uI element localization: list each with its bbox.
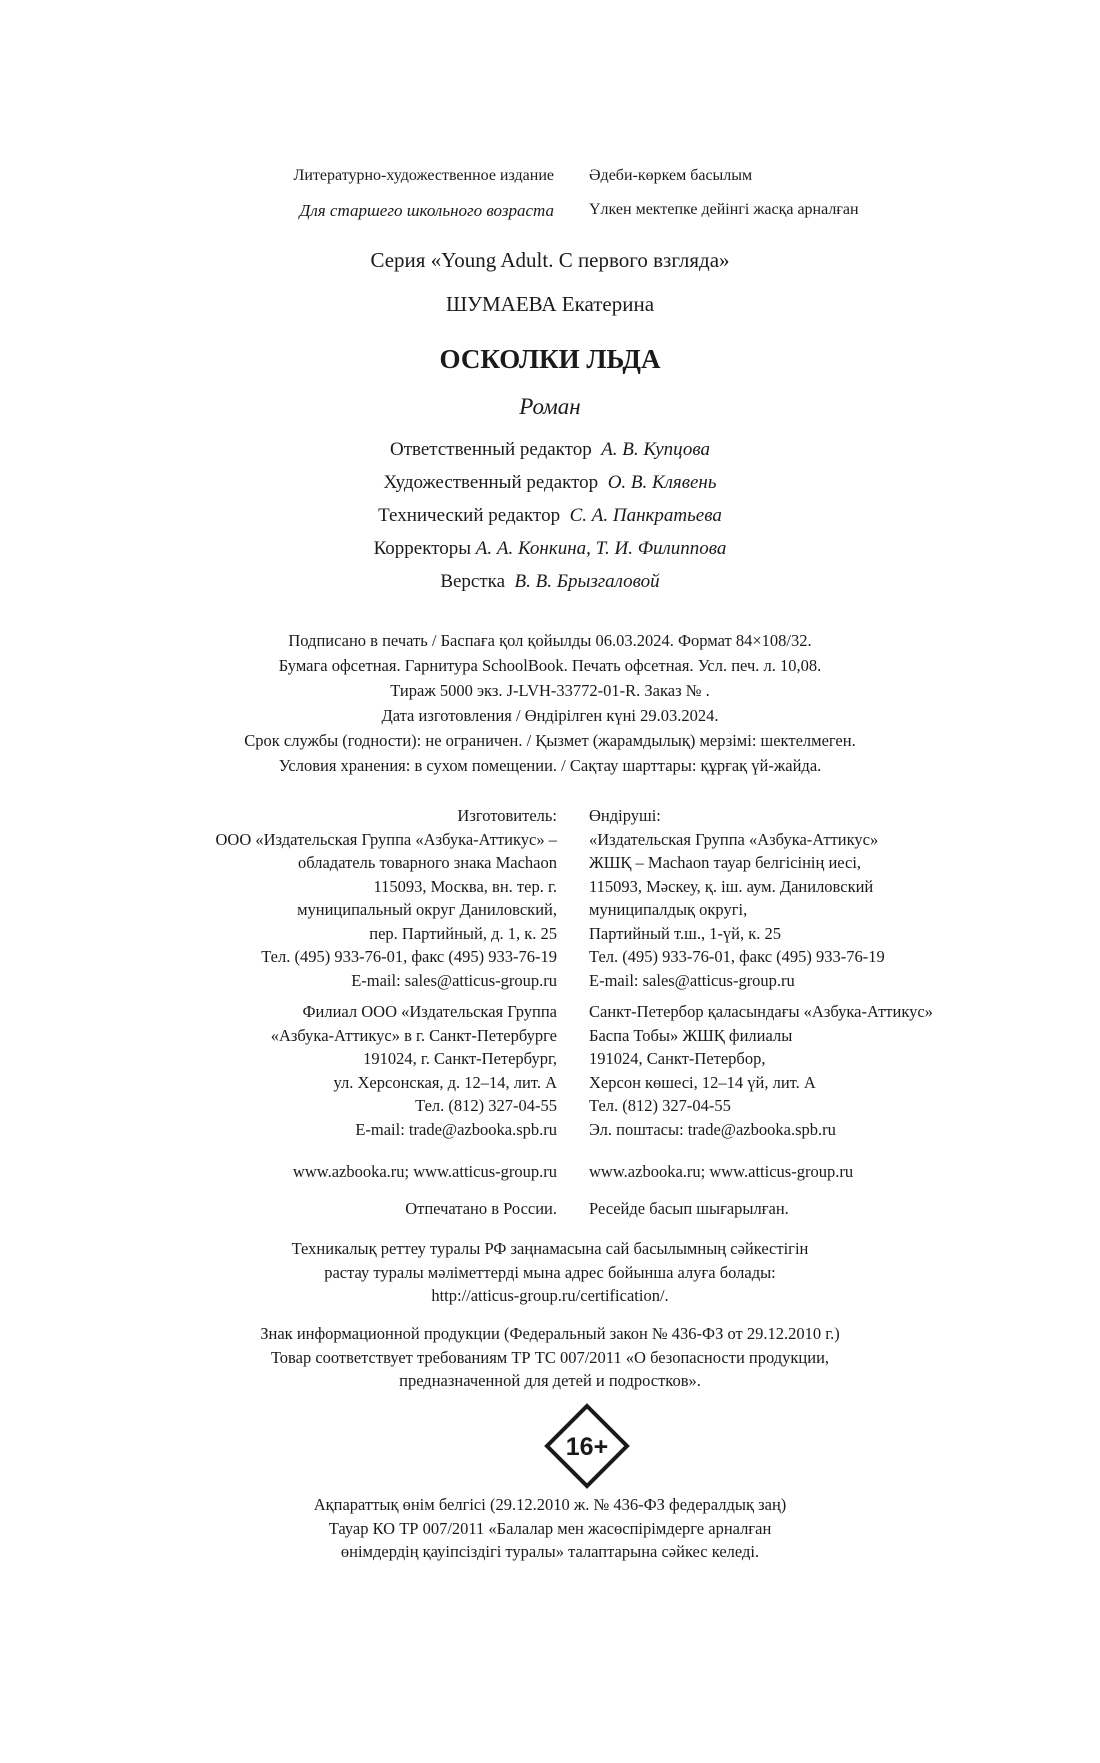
age-ru: Для старшего школьного возраста (299, 201, 554, 220)
print-info (0, 628, 1100, 778)
editor-role: Художественный редактор (383, 472, 599, 493)
manufacturer-ru-line: 115093, Москва, вн. тер. г. (373, 876, 557, 896)
printed-ru: Отпечатано в России. (405, 1199, 557, 1218)
print-info-line: Тираж 5000 экз. J-LVH-33772-01-R. Заказ № . (390, 681, 710, 700)
info-kz-line: Ақпараттық өнім белгісі (29.12.2010 ж. № 436-ФЗ федералдық заң) (313, 1495, 787, 1514)
branch-ru (271, 1000, 557, 1141)
editor-name: А. В. Купцова (601, 439, 710, 460)
manufacturer-ru-line: обладатель товарного знака Machaon (298, 853, 557, 872)
info-product-kz (0, 1493, 1100, 1564)
manufacturer-ru-line: ООО «Издательская Группа «Азбука-Аттикус» – (215, 829, 557, 849)
age-rating-text: 16+ (565, 1433, 609, 1461)
certification-line: растау туралы мәліметтерді мына адрес бойынша алуға болады: (324, 1262, 776, 1282)
branch-ru-line: E-mail: trade@azbooka.spb.ru (355, 1119, 557, 1139)
info-product-ru (0, 1322, 1100, 1393)
branch-ru-line: Филиал ООО «Издательская Группа (302, 1002, 557, 1021)
genre-ru: Литературно-художественное издание (293, 167, 554, 184)
web-kz: www.azbooka.ru; www.atticus-group.ru (589, 1162, 854, 1181)
manufacturer-ru (216, 804, 557, 992)
info-kz-line: өнімдердің қауіпсіздігі туралы» талаптарына сәйкес келеді. (340, 1542, 760, 1561)
manufacturer-kz-line: Тел. (495) 933-76-01, факс (495) 933-76-19 (589, 947, 885, 966)
manufacturer-kz-line: Партийный т.ш., 1-үй, к. 25 (589, 923, 782, 943)
branch-kz-line: Эл. поштасы: trade@azbooka.spb.ru (589, 1119, 836, 1139)
branch-kz (589, 1000, 933, 1141)
print-info-line: Дата изготовления / Өндірілген күні 29.03.2024. (381, 706, 719, 725)
editor-name: О. В. Клявень (607, 472, 717, 493)
print-info-line: Подписано в печать / Баспаға қол қойылды 06.03.2024. Формат 84×108/32. (288, 631, 812, 650)
editor-role: Технический редактор (378, 505, 561, 526)
printed-kz: Ресейде басып шығарылған. (589, 1199, 789, 1218)
age-row (0, 201, 1100, 229)
branch-kz-line: Тел. (812) 327-04-55 (589, 1096, 731, 1115)
manufacturer-kz-line: E-mail: sales@atticus-group.ru (589, 970, 795, 990)
manufacturer-ru-line: муниципальный округ Даниловский, (297, 900, 557, 919)
editor-row (0, 538, 1100, 560)
branch-ru-line: 191024, г. Санкт-Петербург, (363, 1049, 557, 1068)
manufacturer-kz-line: ЖШҚ – Machaon тауар белгісінің иесі, (589, 853, 862, 872)
branch-kz-line: 191024, Санкт-Петербор, (589, 1049, 766, 1068)
manufacturer-ru-line: пер. Партийный, д. 1, к. 25 (369, 923, 557, 943)
editor-row (0, 439, 1100, 461)
editor-role: Корректоры (373, 538, 472, 559)
manufacturer-ru-line: Тел. (495) 933-76-01, факс (495) 933-76-19 (261, 947, 557, 966)
manufacturer-kz-line: муниципалдық округі, (589, 900, 748, 919)
age-rating-icon (543, 1402, 631, 1490)
certification-line: http://atticus-group.ru/certification/. (431, 1286, 669, 1305)
editor-role: Ответственный редактор (389, 439, 592, 460)
author: ШУМАЕВА Екатерина (445, 292, 655, 316)
print-info-line: Срок службы (годности): не ограничен. / Қызмет (жарамдылық) мерзімі: шектелмеген. (244, 731, 856, 750)
manufacturer-kz-line: «Издательская Группа «Азбука-Аттикус» (589, 829, 879, 849)
web-ru: www.azbooka.ru; www.atticus-group.ru (292, 1162, 557, 1181)
editor-name: А. А. Конкина, Т. И. Филиппова (475, 538, 727, 559)
editor-name: В. В. Брызгаловой (514, 571, 660, 592)
certification-line: Техникалық реттеу туралы РФ заңнамасына сай басылымның сәйкестігін (291, 1239, 809, 1258)
manufacturer-kz-line: Өндіруші: (589, 806, 661, 825)
editor-row (0, 571, 1100, 593)
branch-ru-line: Тел. (812) 327-04-55 (415, 1096, 557, 1115)
info-kz-line: Тауар КО ТР 007/2011 «Балалар мен жасөспірімдерге арналған (328, 1518, 772, 1538)
manufacturer-kz-line: 115093, Мәскеу, қ. іш. аум. Даниловский (589, 876, 874, 896)
editor-row (0, 505, 1100, 527)
info-ru-line: Товар соответствует требованиям ТР ТС 007/2011 «О безопасности продукции, (270, 1347, 830, 1367)
manufacturer-kz (589, 804, 885, 992)
genre-kz: Әдеби-көркем басылым (589, 167, 753, 184)
manufacturer-ru-line: Изготовитель: (457, 806, 557, 825)
certification-kz (0, 1237, 1100, 1308)
branch-kz-line: Херсон көшесі, 12–14 үй, лит. А (589, 1072, 816, 1092)
print-info-line: Бумага офсетная. Гарнитура SchoolBook. Печать офсетная. Усл. печ. л. 10,08. (278, 656, 822, 675)
book-title: ОСКОЛКИ ЛЬДА (439, 344, 661, 374)
editor-name: С. А. Панкратьева (569, 505, 722, 526)
book-subtitle: Роман (519, 394, 581, 419)
editor-row (0, 472, 1100, 494)
genre-row (0, 167, 1100, 195)
print-info-line: Условия хранения: в сухом помещении. / Сақтау шарттары: құрғақ үй-жайда. (278, 756, 822, 775)
age-rating-badge (543, 1402, 631, 1490)
info-ru-line: Знак информационной продукции (Федеральный закон № 436-ФЗ от 29.12.2010 г.) (260, 1324, 840, 1343)
manufacturer-ru-line: E-mail: sales@atticus-group.ru (351, 970, 557, 990)
editor-role: Верстка (440, 571, 506, 592)
series: Серия «Young Adult. С первого взгляда» (370, 248, 730, 272)
info-ru-line: предназначенной для детей и подростков». (399, 1371, 701, 1390)
branch-kz-line: Баспа Тобы» ЖШҚ филиалы (589, 1025, 793, 1045)
age-kz: Үлкен мектепке дейінгі жасқа арналған (589, 201, 859, 218)
branch-ru-line: ул. Херсонская, д. 12–14, лит. А (333, 1072, 557, 1092)
branch-ru-line: «Азбука-Аттикус» в г. Санкт-Петербурге (270, 1025, 557, 1045)
branch-kz-line: Санкт-Петербор қаласындағы «Азбука-Аттикус» (589, 1002, 933, 1021)
